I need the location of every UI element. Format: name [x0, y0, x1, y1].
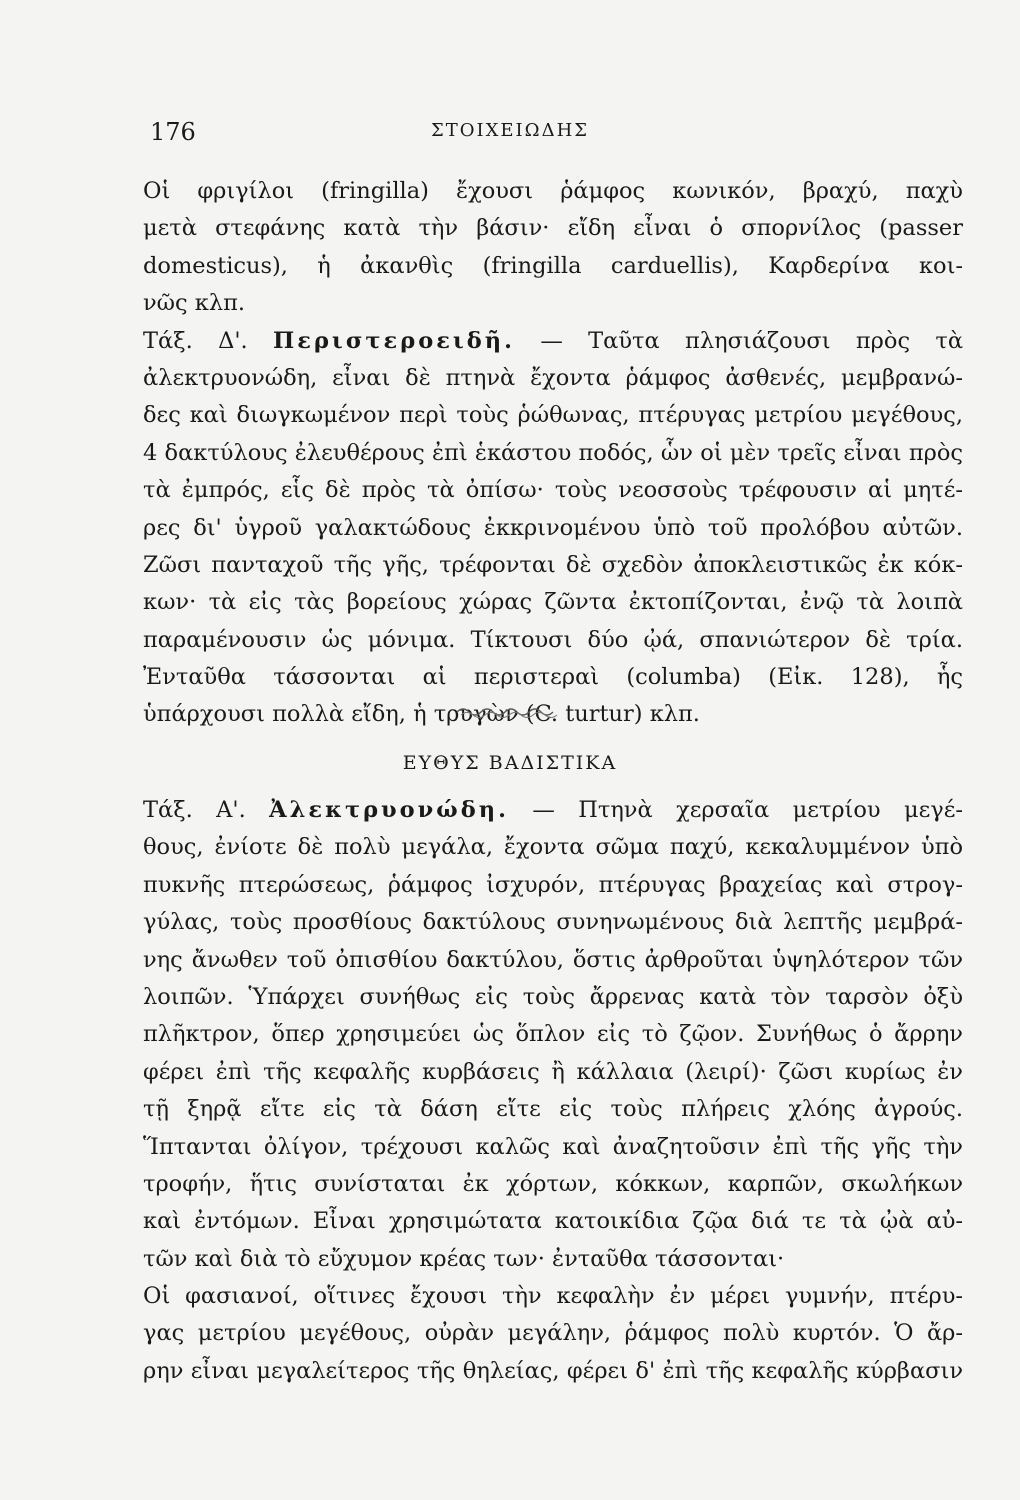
text-line: ρην εἶναι μεγαλείτερος τῆς θηλείας, φέρει δ' ἐπὶ τῆς κεφαλῆς κύρβασιν — [143, 1357, 963, 1384]
order-heading-delta-prefix: Τάξ. Δ'. — [143, 327, 248, 354]
page-number: 176 — [150, 118, 196, 146]
order-heading-delta-line — [143, 323, 963, 360]
text-line: παραμένουσιν ὡς μόνιμα. Τίκτουσι δύο ᾠά, σπανιώτερον δὲ τρία. — [143, 626, 963, 653]
text-line: νης ἄνωθεν τοῦ ὀπισθίου δακτύλου, ὅστις ἀρθροῦται ὑψηλότερον τῶν — [143, 946, 963, 973]
text-line: δες καὶ διωγκωμένον περὶ τοὺς ῥώθωνας, πτέρυγας μετρίου μεγέθους, — [143, 402, 963, 429]
text-line: Ζῶσι πανταχοῦ τῆς γῆς, τρέφονται δὲ σχεδὸν ἀποκλειστικῶς ἐκ κόκ- — [143, 551, 963, 578]
text-line: καὶ ἐντόμων. Εἶναι χρησιμώτατα κατοικίδια ζῷα διά τε τὰ ᾠὰ αὐ- — [143, 1208, 963, 1235]
section-heading: ΕΥΘΥΣ ΒΑΔΙΣΤΙΚΑ — [402, 752, 618, 774]
text-line: τὰ ἐμπρός, εἷς δὲ πρὸς τὰ ὀπίσω· τοὺς νεοσσοὺς τρέφουσιν αἱ μητέ- — [143, 477, 963, 504]
text-line: πλῆκτρον, ὅπερ χρησιμεύει ὡς ὅπλον εἰς τὸ ζῷον. Συνήθως ὁ ἄρρην — [143, 1021, 963, 1048]
text-line: ἀλεκτρυονώδη, εἶναι δὲ πτηνὰ ἔχοντα ῥάμφος ἀσθενές, μεμβρανώ- — [143, 364, 963, 391]
paragraph-block-passerines-columbiformes — [143, 173, 963, 734]
order-heading-alpha-line — [143, 792, 963, 829]
text-line: νῶς κλπ. — [143, 290, 246, 317]
text-line: γας μετρίου μεγέθους, οὐρὰν μεγάλην, ῥάμφος πολὺ κυρτόν. Ὁ ἄρ- — [143, 1320, 963, 1347]
order-heading-delta-text: — Ταῦτα πλησιάζουσι πρὸς τὰ — [540, 327, 963, 354]
running-title: ΣΤΟΙΧΕΙΩΔΗΣ — [430, 120, 589, 141]
text-line: Οἱ φασιανοί, οἵτινες ἔχουσι τὴν κεφαλὴν ἐν μέρει γυμνήν, πτέρυ- — [143, 1283, 963, 1310]
paragraph-block-galliformes — [143, 792, 963, 1390]
text-line: ὑπάρχουσι πολλὰ εἴδη, ἡ τρυγὼν (C. turtur) κλπ. — [143, 701, 700, 728]
text-line: τροφήν, ἥτις συνίσταται ἐκ χόρτων, κόκκων, καρπῶν, σκωλήκων — [143, 1170, 963, 1197]
text-line: φέρει ἐπὶ τῆς κεφαλῆς κυρβάσεις ἢ κάλλαια (λειρί)· ζῶσι κυρίως ἐν — [143, 1058, 963, 1085]
text-line: 4 δακτύλους ἐλευθέρους ἐπὶ ἑκάστου ποδός, ὧν οἱ μὲν τρεῖς εἶναι πρὸς — [143, 439, 963, 466]
text-line: Ἵπτανται ὀλίγον, τρέχουσι καλῶς καὶ ἀναζητοῦσιν ἐπὶ τῆς γῆς τὴν — [143, 1133, 963, 1160]
order-heading-alpha-prefix: Τάξ. Α'. — [143, 797, 246, 823]
text-line: λοιπῶν. Ὑπάρχει συνήθως εἰς τοὺς ἄρρενας κατὰ τὸν ταρσὸν ὀξὺ — [143, 983, 963, 1010]
text-line: τῶν καὶ διὰ τὸ εὔχυμον κρέας των· ἐνταῦθα τάσσονται· — [143, 1245, 785, 1272]
page-header — [150, 118, 870, 148]
decorative-divider — [455, 700, 560, 722]
text-line: θους, ἐνίοτε δὲ πολὺ μεγάλα, ἔχοντα σῶμα παχύ, κεκαλυμμένον ὑπὸ — [143, 834, 963, 861]
order-heading-alpha-text: — Πτηνὰ χερσαῖα μετρίου μεγέ- — [532, 797, 963, 823]
text-line: domesticus), ἡ ἀκανθὶς (fringilla carduellis), Καρδερίνα κοι- — [143, 252, 963, 279]
text-line: Οἱ φριγίλοι (fringilla) ἔχουσι ῥάμφος κωνικόν, βραχύ, παχὺ — [143, 178, 963, 204]
text-line: μετὰ στεφάνης κατὰ τὴν βάσιν· εἴδη εἶναι ὁ σπορνίλος (passer — [143, 215, 963, 242]
text-line: ρες δι' ὑγροῦ γαλακτώδους ἐκκρινομένου ὑπὸ τοῦ προλόβου αὐτῶν. — [143, 514, 963, 541]
text-line: κων· τὰ εἰς τὰς βορείους χώρας ζῶντα ἐκτοπίζονται, ἐνῷ τὰ λοιπὰ — [143, 589, 963, 616]
text-line: τῇ ξηρᾷ εἴτε εἰς τὰ δάση εἴτε εἰς τοὺς πλήρεις χλόης ἀγρούς. — [143, 1096, 963, 1123]
order-heading-delta-name: Περιστεροειδῆ. — [273, 327, 515, 354]
text-line: πυκνῆς πτερώσεως, ῥάμφος ἰσχυρόν, πτέρυγας βραχείας καὶ στρογ- — [143, 871, 963, 898]
text-line: γύλας, τοὺς προσθίους δακτύλους συνηνωμένους διὰ λεπτῆς μεμβρά- — [143, 909, 963, 936]
order-heading-alpha-name: Ἀλεκτρυονώδη. — [269, 797, 509, 823]
text-line: Ἐνταῦθα τάσσονται αἱ περιστεραὶ (columba) (Εἰκ. 128), ἧς — [143, 664, 963, 691]
